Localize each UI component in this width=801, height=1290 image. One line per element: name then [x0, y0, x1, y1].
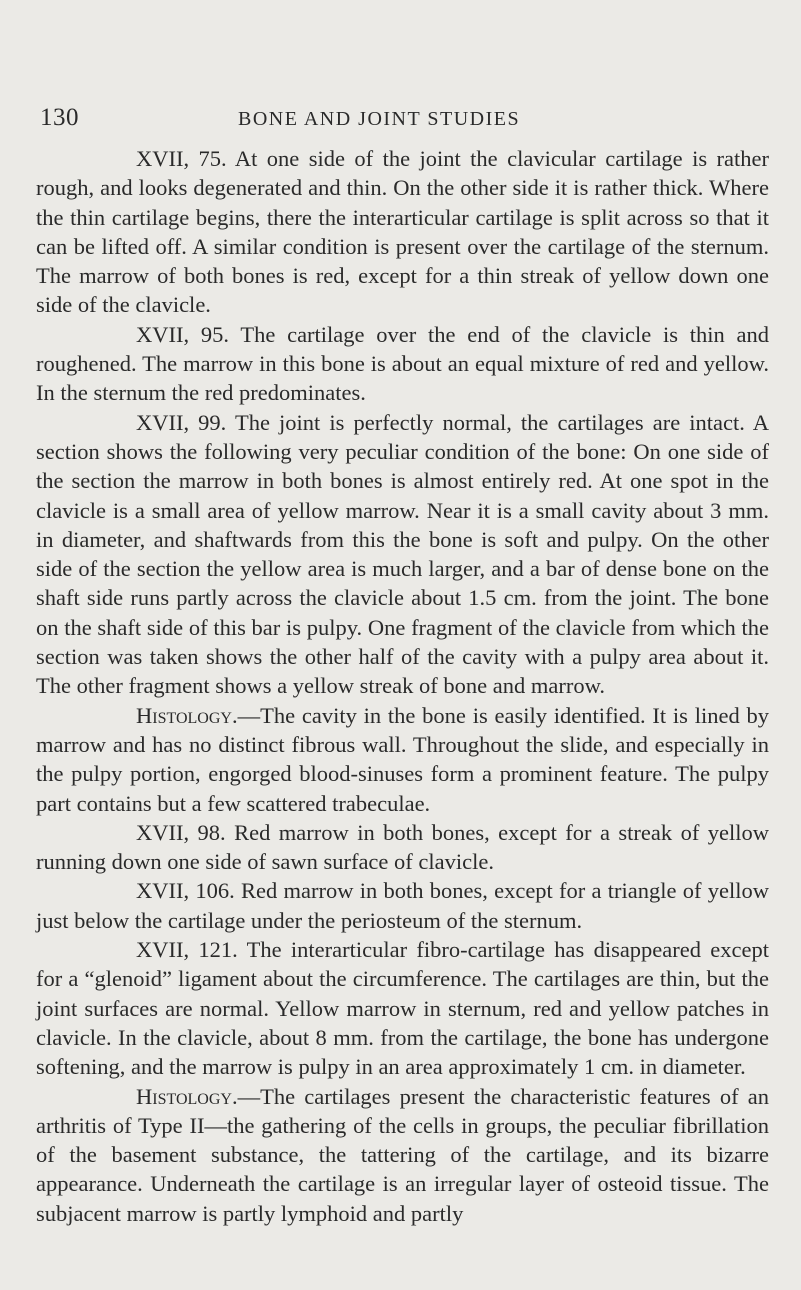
paragraph-histology-1 — [36, 701, 769, 818]
paragraph-text: —The cartilages present the characteristic features of an arthritis of Type II—the gathering of the cells in groups, the peculiar fibrillation of the basement substance, the tattering of the cartilage, and its bizarre appearance. Underneath the cartilage is an irregular layer of osteoid tissue. The subjacent marrow is partly lymphoid and partly — [36, 1083, 769, 1226]
running-head — [36, 104, 769, 144]
paragraph-text: XVII, 95. The cartilage over the end of the clavicle is thin and roughened. The marrow in this bone is about an equal mixture of red and yellow. In the sternum the red predominates. — [36, 321, 769, 406]
body-text — [36, 144, 769, 1228]
paragraph-histology-2 — [36, 1082, 769, 1228]
paragraph-xvii-95 — [36, 320, 769, 408]
paragraph-xvii-75 — [36, 144, 769, 320]
paragraph-xvii-106 — [36, 876, 769, 935]
histology-heading: Histology. — [136, 1083, 238, 1109]
histology-heading: Histology. — [136, 702, 238, 728]
paragraph-text: —The cavity in the bone is easily identified. It is lined by marrow and has no distinct fibrous wall. Throughout the slide, and especially in the pulpy portion, engorged blood-sinuses form a prominent feature. The pulpy part contains but a few scattered trabeculae. — [36, 702, 769, 816]
page-number: 130 — [40, 104, 79, 131]
paragraph-text: XVII, 121. The interarticular fibro-cartilage has disappeared except for a “glenoid” ligament about the circumference. The cartilages are thin, but the joint surfaces are normal. Yellow marrow in sternum, red and yellow patches in clavicle. In the clavicle, about 8 mm. from the cartilage, the bone has undergone softening, and the marrow is pulpy in an area approximately 1 cm. in diameter. — [36, 937, 769, 1080]
paragraph-xvii-121 — [36, 935, 769, 1081]
paragraph-xvii-98 — [36, 818, 769, 877]
paragraph-text: XVII, 75. At one side of the joint the clavicular cartilage is rather rough, and looks degenerated and thin. On the other side it is rather thick. Where the thin cartilage begins, there the interarticular cartilage is split across so that it can be lifted off. A similar condition is present over the cartilage of the sternum. The marrow of both bones is red, except for a thin streak of yellow down one side of the clavicle. — [36, 146, 769, 318]
running-title: BONE AND JOINT STUDIES — [238, 108, 521, 130]
paragraph-xvii-99 — [36, 408, 769, 701]
paragraph-text: XVII, 98. Red marrow in both bones, except for a streak of yellow running down one side of sawn surface of clavicle. — [36, 819, 769, 875]
paragraph-text: XVII, 99. The joint is perfectly normal, the cartilages are intact. A section shows the following very peculiar condition of the bone: On one side of the section the marrow in both bones is almost entirely red. At one spot in the clavicle is a small area of yellow marrow. Near it is a small cavity about 3 mm. in diameter, and shaftwards from this the bone is soft and pulpy. On the other side of the section the yellow area is much larger, and a bar of dense bone on the shaft side runs partly across the clavicle about 1.5 cm. from the joint. The bone on the shaft side of this bar is pulpy. One fragment of the clavicle from which the section was taken shows the other half of the cavity with a pulpy area about it. The other fragment shows a yellow streak of bone and marrow. — [36, 409, 769, 699]
paragraph-text: XVII, 106. Red marrow in both bones, except for a triangle of yellow just below the cartilage under the periosteum of the sternum. — [36, 878, 769, 933]
